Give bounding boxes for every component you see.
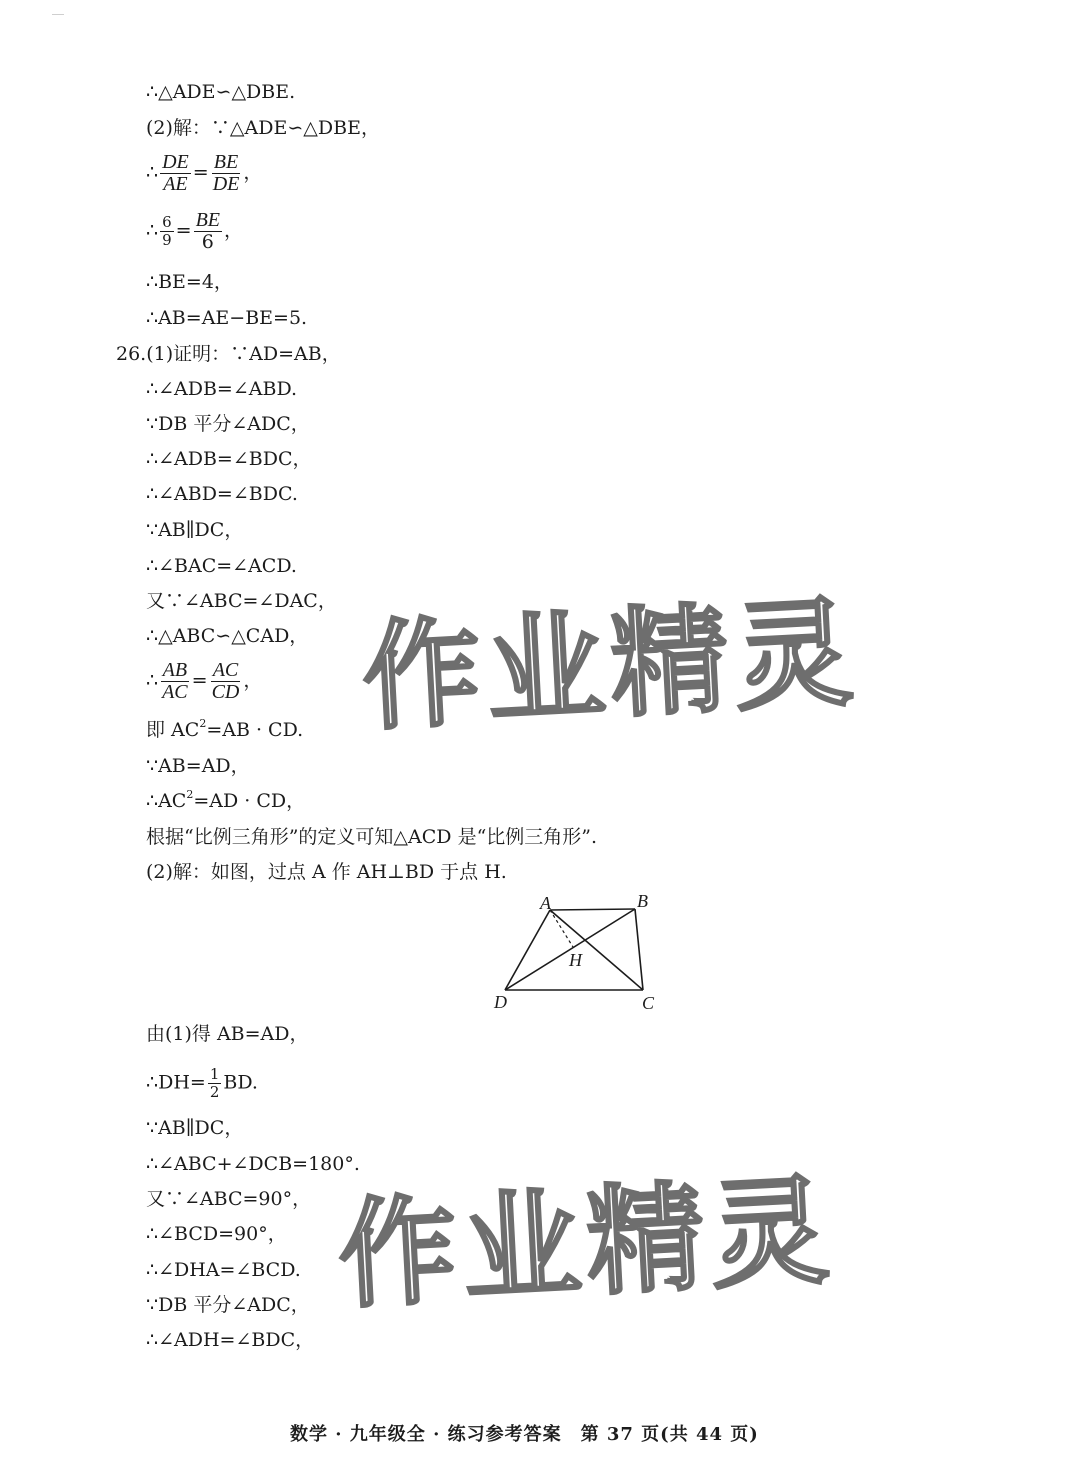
label-h: H — [569, 950, 582, 970]
line-26-ratio: ∴ $\frac{AB}{AC}$ = $\frac{AC}{CD}$ ， — [146, 659, 263, 703]
line-p2-2: ∴DH= $\frac{1}{2}$ BD. — [146, 1065, 258, 1101]
line-26-2: ∴∠ADB=∠ABD. — [146, 378, 298, 400]
line-26-9: ∴△ABC∽△CAD， — [146, 625, 309, 647]
line-similar-triangles: ∴△ADE∽△DBE. — [146, 81, 296, 103]
scan-mark — [52, 14, 64, 15]
label-a: A — [540, 893, 551, 913]
line-26-12: ∵AB=AD， — [146, 755, 250, 777]
line-26-4: ∴∠ADB=∠BDC， — [146, 448, 312, 470]
line-p2-4: ∴∠ABC+∠DCB=180°. — [146, 1153, 360, 1175]
line-26-11: 即 $AC^2=AB$ · CD. — [146, 717, 304, 741]
line-26-13: $\therefore AC^2=AD$ · CD， — [146, 788, 306, 812]
line-26-1: 26.(1)证明：∵AD=AB， — [116, 343, 341, 365]
line-26-14: 根据“比例三角形”的定义可知△ACD 是“比例三角形”. — [146, 826, 598, 848]
line-26-7: ∴∠BAC=∠ACD. — [146, 555, 297, 577]
line-p2-3: ∵AB∥DC， — [146, 1117, 244, 1139]
label-d: D — [494, 992, 507, 1012]
line-26-15: (2)解：如图，过点 A 作 AH⊥BD 于点 H. — [146, 861, 507, 883]
line-ratio-2: ∴ $\frac{6}{9}$ = $\frac{BE}{6}$ ， — [146, 209, 244, 253]
watermark-upper: 作业精灵 — [359, 583, 862, 747]
line-ab: ∴AB=AE−BE=5. — [146, 307, 308, 329]
segment-da — [505, 910, 550, 990]
line-p2-5: 又∵∠ABC=90°， — [146, 1188, 312, 1210]
line-26-8: 又∵∠ABC=∠DAC， — [146, 590, 337, 612]
line-p2-9: ∴∠ADH=∠BDC， — [146, 1329, 315, 1351]
line-ratio-1: ∴ $\frac{DE}{AE}$ = $\frac{BE}{DE}$ ， — [146, 151, 263, 195]
line-26-3: ∵DB 平分∠ADC， — [146, 413, 310, 435]
line-26-5: ∴∠ABD=∠BDC. — [146, 483, 298, 505]
page-footer: 数学 · 九年级全 · 练习参考答案 第 37 页(共 44 页) — [290, 1424, 759, 1445]
label-c: C — [642, 993, 655, 1013]
label-b: B — [637, 891, 648, 911]
segment-ah-dashed — [550, 910, 573, 947]
line-p2-6: ∴∠BCD=90°， — [146, 1223, 287, 1245]
line-p2-8: ∵DB 平分∠ADC， — [146, 1294, 310, 1316]
trapezoid-figure — [490, 890, 670, 1015]
line-be: ∴BE=4， — [146, 271, 233, 293]
segment-bc — [635, 909, 643, 990]
line-26-6: ∵AB∥DC， — [146, 519, 244, 541]
watermark-lower: 作业精灵 — [335, 1161, 838, 1325]
line-part2-start: (2)解：∵△ADE∽△DBE， — [146, 117, 380, 139]
line-p2-7: ∴∠DHA=∠BCD. — [146, 1259, 301, 1281]
segment-ab — [550, 909, 635, 910]
diagonal-ac — [550, 910, 643, 990]
line-p2-1: 由(1)得 AB=AD， — [146, 1023, 309, 1045]
